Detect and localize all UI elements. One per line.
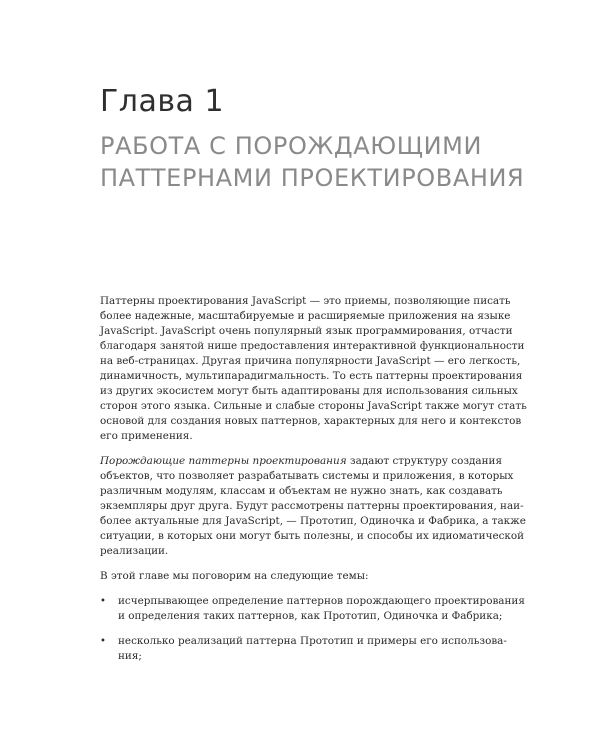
bullet-icon: • (100, 636, 106, 647)
chapter-title-line: РАБОТА С ПОРОЖДАЮЩИМИ (100, 132, 483, 160)
text-line: JavaScript. JavaScript очень популярный язык программирования, отчасти (100, 325, 513, 337)
text-line: несколько реализаций паттерна Прототип и примеры его использова- (118, 635, 507, 647)
chapter-title (100, 130, 560, 194)
intro-paragraph (100, 294, 527, 444)
bullet-icon: • (100, 596, 106, 607)
text-line (100, 454, 502, 469)
text-line: ния; (118, 650, 142, 662)
chapter-title-line: ПАТТЕРНАМИ ПРОЕКТИРОВАНИЯ (100, 164, 525, 192)
text-line: сторон этого языка. Сильные и слабые стороны JavaScript также могут стать (100, 400, 527, 412)
topics-list (100, 594, 525, 664)
text-line: различным модулям, классам и объектам не нужно знать, как создавать (100, 485, 503, 497)
text-line: Паттерны проектирования JavaScript — это приемы, позволяющие писать (100, 295, 511, 307)
text-line: экземпляры друг друга. Будут рассмотрены паттерны проектирования, наи- (100, 500, 524, 512)
emphasis-term: Порождающие паттерны проектирования (100, 455, 347, 467)
text-line: более надежные, масштабируемые и расширяемые приложения на языке (100, 310, 511, 322)
text-line: исчерпывающее определение паттернов порождающего проектирования (118, 595, 525, 607)
text-line: ситуации, в которых они могут быть полезны, и способы их идиоматической (100, 530, 525, 542)
text-line: и определения таких паттернов, как Прототип, Одиночка и Фабрика; (118, 610, 503, 622)
list-item (100, 594, 525, 624)
text-line: из других экосистем могут быть адаптированы для использования сильных (100, 385, 518, 397)
text-line: на веб-страницах. Другая причина популярности JavaScript — его легкость, (100, 355, 521, 367)
text-line: реализации. (100, 545, 169, 557)
text-fragment: задают структуру создания (346, 455, 502, 467)
text-line: В этой главе мы поговорим на следующие темы: (100, 570, 369, 582)
topics-intro (100, 569, 502, 584)
text-line: его применения. (100, 430, 193, 442)
text-line: благодаря занятой нише предоставления интерактивной функциональности (100, 340, 525, 352)
text-line: динамичность, мультипарадигмальность. То есть паттерны проектирования (100, 370, 523, 382)
text-line: основой для создания новых паттернов, характерных для него и контекстов (100, 415, 522, 427)
text-line: объектов, что позволяет разрабатывать системы и приложения, в которых (100, 470, 514, 482)
chapter-body (100, 294, 527, 674)
creational-paragraph (100, 454, 526, 559)
chapter-label: Глава 1 (100, 84, 225, 119)
text-line: более актуальные для JavaScript, — Прототип, Одиночка и Фабрика, а также (100, 515, 526, 527)
list-item (100, 634, 507, 664)
